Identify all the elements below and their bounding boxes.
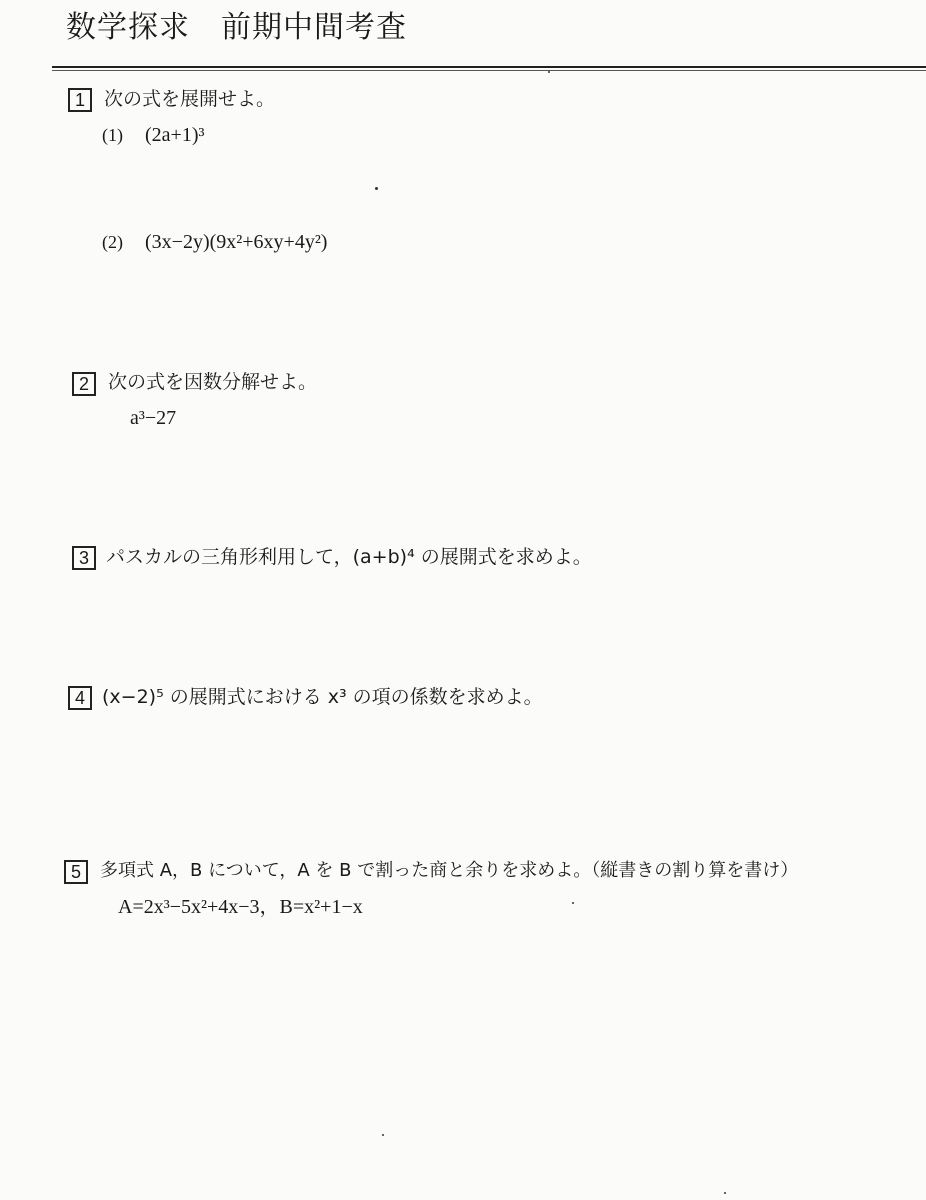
scan-speck bbox=[382, 1134, 384, 1136]
scan-speck bbox=[572, 902, 574, 904]
question-prompt: 次の式を因数分解せよ。 bbox=[108, 371, 318, 393]
question-prompt: (x−2)⁵ の展開式における x³ の項の係数を求めよ。 bbox=[102, 686, 543, 708]
header-rule bbox=[52, 66, 926, 72]
question-number-box: 5 bbox=[64, 860, 88, 884]
question-number-box: 2 bbox=[72, 372, 96, 396]
exam-title: 数学探求 前期中間考査 bbox=[66, 10, 407, 45]
question-prompt: 多項式 A，B について，A を B で割った商と余りを求めよ。（縦書きの割り算を書け） bbox=[100, 860, 799, 881]
math-expression: (3x−2y)(9x²+6xy+4y²) bbox=[145, 231, 328, 253]
subitem-label: (1) bbox=[102, 125, 123, 145]
math-expression: a³−27 bbox=[130, 407, 177, 429]
math-expression: (2a+1)³ bbox=[145, 124, 205, 146]
question-prompt: 次の式を展開せよ。 bbox=[104, 88, 276, 110]
question-number-box: 4 bbox=[68, 686, 92, 710]
scan-speck bbox=[375, 187, 378, 190]
question-number-box: 1 bbox=[68, 88, 92, 112]
subitem-label: (2) bbox=[102, 232, 123, 252]
question-prompt: パスカルの三角形利用して，(a+b)⁴ の展開式を求めよ。 bbox=[106, 546, 592, 568]
math-expression: A=2x³−5x²+4x−3，B=x²+1−x bbox=[118, 896, 363, 918]
scan-speck bbox=[724, 1192, 726, 1194]
question-number-box: 3 bbox=[72, 546, 96, 570]
scan-speck bbox=[548, 71, 550, 73]
